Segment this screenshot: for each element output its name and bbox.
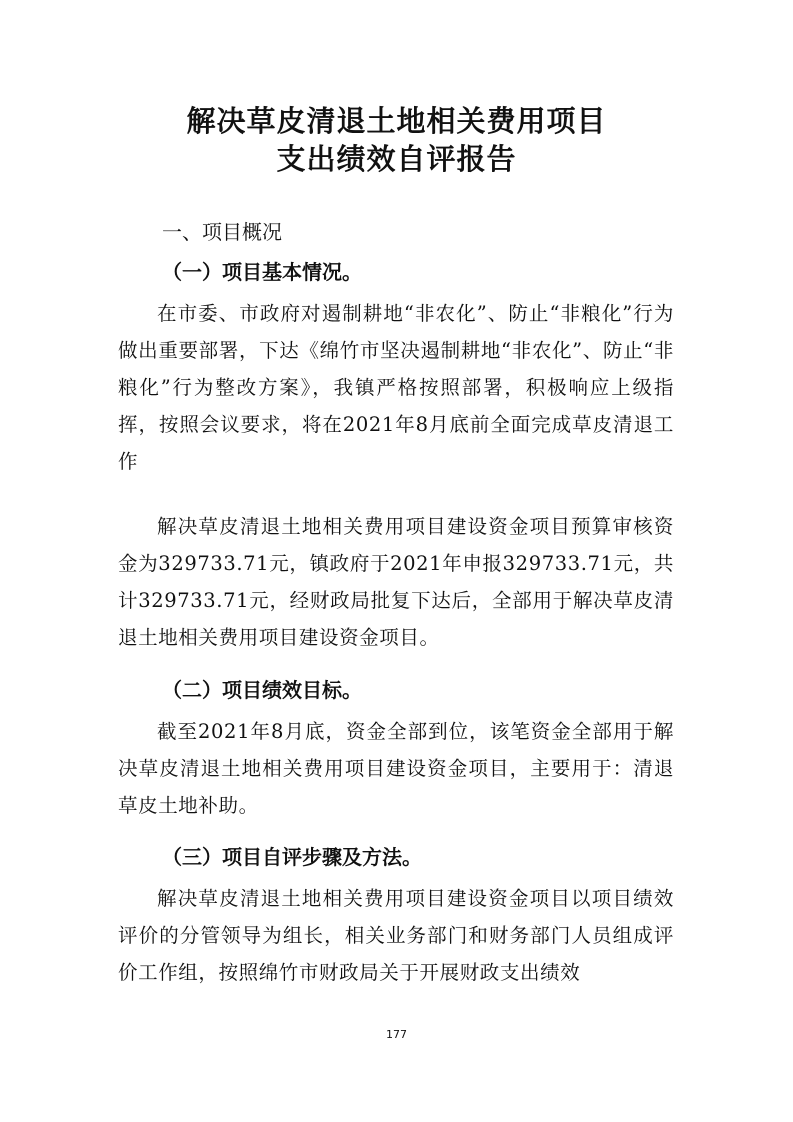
document-title-line-1: 解决草皮清退土地相关费用项目 [186, 104, 607, 138]
subsection-heading-evaluation-method: （三）项目自评步骤及方法。 [162, 845, 422, 869]
paragraph-funding: 解决草皮清退土地相关费用项目建设资金项目预算审核资金为329733.71元，镇政府于2021年申报329733.71元，共计329733.71元，经财政局批复下达后，全部用于解决草皮清退土地相关费用项目建设资金项目。 [118, 515, 674, 649]
paragraph-evaluation-method: 解决草皮清退土地相关费用项目建设资金项目以项目绩效评价的分管领导为组长，相关业务部门和财务部门人员组成评价工作组，按照绵竹市财政局关于开展财政支出绩效 [118, 887, 674, 984]
subsection-heading-basic-info: （一）项目基本情况。 [162, 260, 362, 284]
paragraph-background: 在市委、市政府对遏制耕地“非农化”、防止“非粮化”行为做出重要部署，下达《绵竹市坚决遏制耕地“非农化”、防止“非粮化”行为整改方案》，我镇严格按照部署，积极响应上级指挥，按照会议要求，将在2021年8月底前全面完成草皮清退工作 [118, 302, 674, 473]
subsection-heading-performance-goals: （二）项目绩效目标。 [162, 678, 362, 702]
paragraph-performance-goals: 截至2021年8月底，资金全部到位，该笔资金全部用于解决草皮清退土地相关费用项目建设资金项目，主要用于：清退草皮土地补助。 [118, 720, 674, 817]
page-number: 177 [386, 1028, 407, 1041]
document-title-line-2: 支出绩效自评报告 [276, 142, 517, 176]
section-heading-project-overview: 一、项目概况 [162, 220, 282, 244]
